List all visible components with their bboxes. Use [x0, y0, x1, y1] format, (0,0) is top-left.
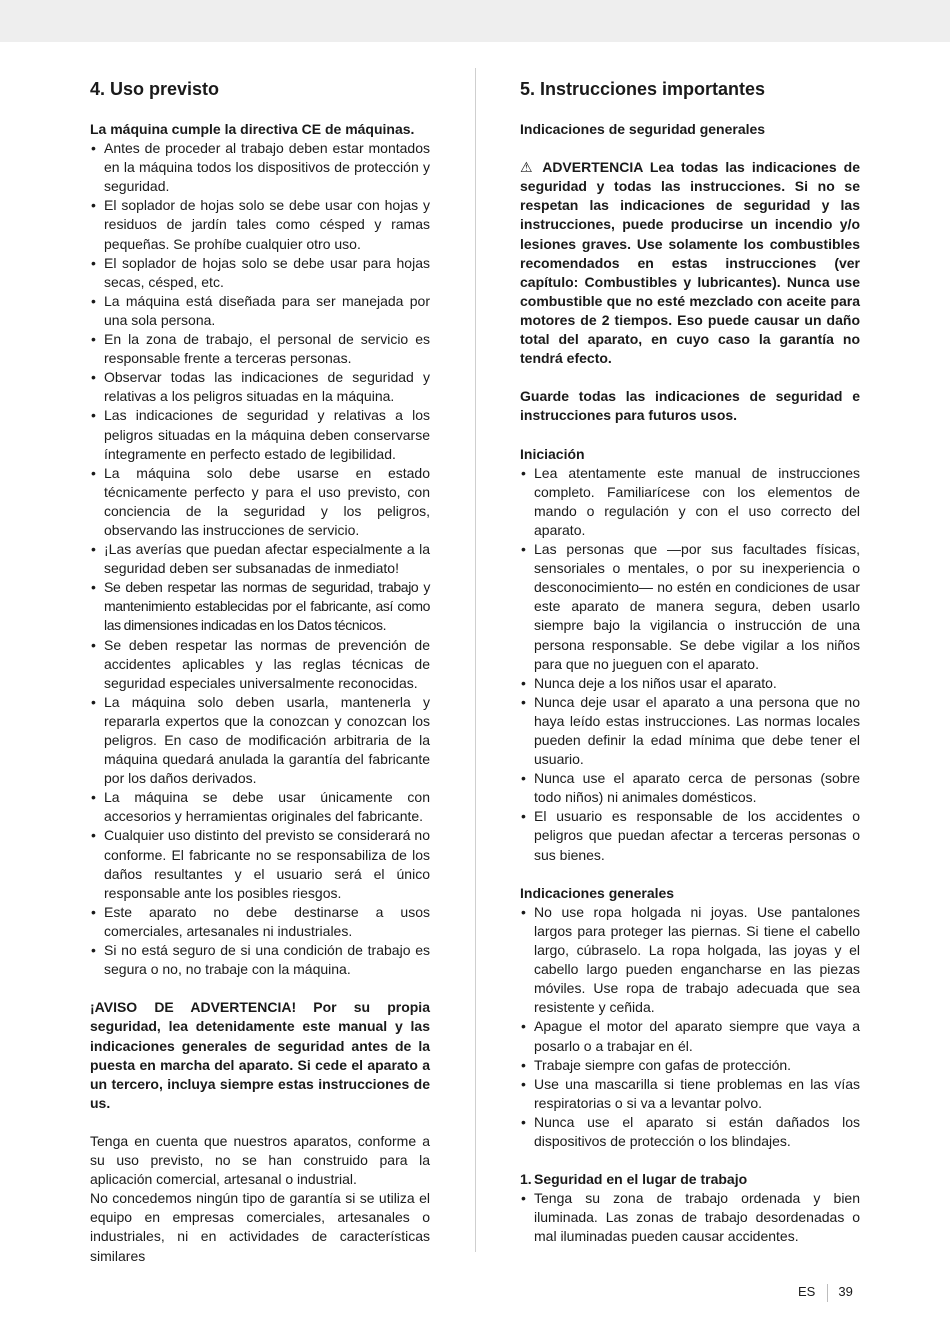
footer-separator	[827, 1284, 828, 1302]
list-item: • ¡Las averías que puedan afectar especialmente a la seguridad deben ser subsanadas de inmediato!	[90, 540, 430, 578]
list-item: • Tenga su zona de trabajo ordenada y bien iluminada. Las zonas de trabajo desordenadas o mal iluminadas pueden causar accidentes.	[520, 1189, 860, 1246]
top-bar	[0, 0, 950, 42]
language-code: ES	[798, 1284, 816, 1299]
right-column	[520, 78, 860, 1247]
start-title: Iniciación	[520, 445, 585, 462]
section-title-text: Seguridad en el lugar de trabajo	[534, 1171, 748, 1188]
list-item: • El soplador de hojas solo se debe usar con hojas y residuos de jardín tales como césped y ramas pequeñas. Se prohíbe cualquier otro uso.	[90, 196, 430, 253]
section-5-title: 5. Instrucciones importantes	[520, 79, 766, 99]
section-number: 1.	[520, 1171, 532, 1188]
list-item: • La máquina solo debe usarse en estado técnicamente perfecto y para el uso previsto, con conciencia de la seguridad y los peligros, observando las instrucciones de servicio.	[90, 464, 430, 540]
section-4-list	[90, 139, 430, 979]
list-item: • No use ropa holgada ni joyas. Use pantalones largos para proteger las piernas. Si tiene el cabello largo, cúbraselo. La ropa holgada, las joyas y el cabello largo pueden engancharse en las piezas móviles. Use ropa de trabajo adecuada que sea resistente y ceñida.	[520, 903, 860, 1018]
general-safety-subtitle: Indicaciones de seguridad generales	[520, 121, 766, 137]
list-item: • Este aparato no debe destinarse a usos comerciales, artesanales ni industriales.	[90, 903, 430, 941]
list-item: • Trabaje siempre con gafas de protección.	[520, 1056, 860, 1075]
workplace-list	[520, 1189, 860, 1246]
list-item: • Observar todas las indicaciones de seguridad y relativas a los peligros situadas en la máquina.	[90, 368, 430, 406]
section-4-intro: La máquina cumple la directiva CE de máquinas.	[90, 121, 415, 137]
warranty-note: No concedemos ningún tipo de garantía si se utiliza el equipo en empresas comerciales, artesanales o industriales, ni en actividades de características similares	[90, 1190, 430, 1264]
list-item: • El usuario es responsable de los accidentes o peligros que puedan afectar a terceras personas o sus bienes.	[520, 807, 860, 864]
list-item: • Las personas que —por sus facultades físicas, sensoriales o mentales, o por su inexperiencia o desconocimiento— no estén en condiciones de usar este aparato de manera segura, deben usarlo siempre bajo la vigilancia o instrucción de una persona responsable. Se debe vigilar a los niños para que no jueguen con el aparato.	[520, 540, 860, 674]
list-item: • Si no está seguro de si una condición de trabajo es segura o no, no trabaje con la máquina.	[90, 941, 430, 979]
list-item: • La máquina está diseñada para ser manejada por una sola persona.	[90, 292, 430, 330]
page-number: 39	[838, 1284, 853, 1299]
start-list	[520, 464, 860, 865]
list-item: • La máquina se debe usar únicamente con accesorios y herramientas originales del fabricante.	[90, 788, 430, 826]
list-item: • Cualquier uso distinto del previsto se considerará no conforme. El fabricante no se responsabiliza de los daños resultantes y el usuario será el único responsable ante los posibles riesgos.	[90, 826, 430, 902]
column-divider	[475, 68, 476, 1252]
list-item: • El soplador de hojas solo se debe usar para hojas secas, césped, etc.	[90, 254, 430, 292]
list-item: • Se deben respetar las normas de prevención de accidentes aplicables y las reglas técnicas de seguridad especiales universalmente reconocidas.	[90, 636, 430, 693]
list-item: • Nunca use el aparato cerca de personas (sobre todo niños) ni animales domésticos.	[520, 769, 860, 807]
general-list	[520, 903, 860, 1151]
list-item: • En la zona de trabajo, el personal de servicio es responsable frente a terceras personas.	[90, 330, 430, 368]
section-4-title: 4. Uso previsto	[90, 79, 220, 99]
safety-warning	[520, 158, 860, 368]
usage-note: Tenga en cuenta que nuestros aparatos, conforme a su uso previsto, no se han construido para la aplicación comercial, artesanal o industrial.	[90, 1132, 430, 1188]
list-item: • Nunca use el aparato si están dañados los dispositivos de protección o los blindajes.	[520, 1113, 860, 1151]
list-item: • Nunca deje a los niños usar el aparato.	[520, 674, 860, 693]
list-item: • La máquina solo deben usarla, mantenerla y repararla expertos que la conozcan y conozcan los peligros. En caso de modificación arbitraria de la máquina quedará anulada la garantía del fabricante por los daños derivados.	[90, 693, 430, 788]
warning-triangle-icon: ⚠	[520, 159, 536, 176]
list-item: • Las indicaciones de seguridad y relativas a los peligros situadas en la máquina deben conservarse íntegramente en perfecto estado de legibilidad.	[90, 406, 430, 463]
general-title: Indicaciones generales	[520, 884, 675, 901]
page-footer	[798, 1283, 853, 1302]
list-item: • Nunca deje usar el aparato a una persona que no haya leído estas instrucciones. Las normas locales pueden definir la edad mínima que debe tener el usuario.	[520, 693, 860, 769]
list-item: • Apague el motor del aparato siempre que vaya a posarlo o a trabajar en él.	[520, 1017, 860, 1055]
keep-instructions-note: Guarde todas las indicaciones de seguridad e instrucciones para futuros usos.	[520, 388, 860, 424]
usage-warning: ¡AVISO DE ADVERTENCIA! Por su propia seguridad, lea detenidamente este manual y las indicaciones generales de seguridad antes de la puesta en marcha del aparato. Si cede el aparato a un tercero, incluya siempre estas instrucciones de us.	[90, 999, 430, 1111]
list-item: • Use una mascarilla si tiene problemas en las vías respiratorias o si va a levantar polvo.	[520, 1075, 860, 1113]
list-item: • Antes de proceder al trabajo deben estar montados en la máquina todos los dispositivos de protección y seguridad.	[90, 139, 430, 196]
list-item: • Se deben respetar las normas de seguridad, trabajo y mantenimiento establecidas por el fabricante, así como las dimensiones indicadas en los Datos técnicos.	[90, 578, 430, 635]
safety-warning-text: ADVERTENCIA Lea todas las indicaciones de seguridad y todas las instrucciones. Si no se respetan las indicaciones de seguridad y las instrucciones, puede producirse un incendio y/o lesiones graves. Use solamente los combustibles recomendados en estas instrucciones (ver capítulo: Combustibles y lubricantes). Nunca use combustible que no esté mezclado con aceite para motores de 2 tiempos. Eso puede causar un daño total del aparato, en cuyo caso la garantía no tendrá efecto.	[520, 159, 860, 367]
list-item: • Lea atentamente este manual de instrucciones completo. Familiarícese con los elementos de mando o regulación y con el uso correcto del aparato.	[520, 464, 860, 540]
left-column	[90, 78, 430, 1266]
workplace-safety-title	[520, 1170, 860, 1189]
